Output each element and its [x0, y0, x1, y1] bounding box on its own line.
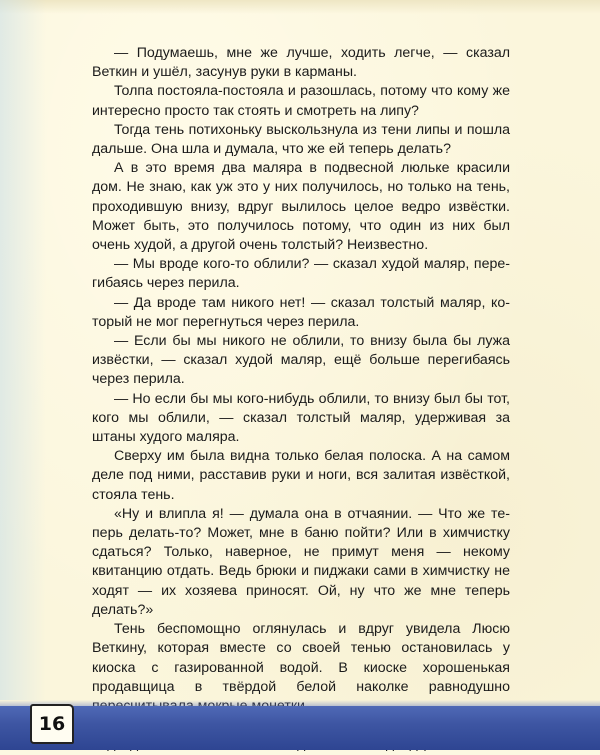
paragraph: Сверху им была видна только белая полоска. А на самом деле под ними, расставив руки и ноги, вся залитая извёсткой, стояла тень.: [92, 448, 510, 503]
page-top-edge: [0, 0, 600, 14]
paragraph: — Но если бы мы кого-нибудь облили, то внизу был бы тот, кого мы облили, — сказал толстый маляр, удерживая за штаны худого маляра.: [92, 390, 510, 446]
paragraph: — Подумаешь, мне же лучше, ходить легче, — сказал Веткин и ушёл, засунув руки в карманы.: [92, 45, 510, 81]
page-number: 16: [30, 704, 74, 744]
blue-watercolor-band: [0, 706, 600, 750]
paragraph: А в это время два маляра в подвесной люльке красили дом. Не знаю, как уж это у них получилось, но только на тень, проходившую внизу, вдруг вылилось целое ведро извёстки. Может быть, это получилось потому, что один из них был очень худой, а другой очень толстый? Неизвестно.: [92, 160, 510, 254]
paragraph: Тогда тень потихоньку выскользнула из тени липы и пошла дальше. Она шла и думала, что же ей теперь делать?: [92, 121, 510, 158]
story-text: [92, 44, 510, 755]
paragraph: Толпа постояла-постояла и разошлась, потому что кому же интересно просто так стоять и смотреть на липу?: [92, 83, 510, 119]
paragraph: «Ну и влипла я! — думала она в отчаянии. — Что же теперь делать-то? Может, мне в баню пойти? Или в химчистку сдаться? Только, наверное, не примут меня — некому квитанцию отдать. Ведь брюки и пиджаки сами в химчистку не ходят — их хозяева приносят. Ой, ну что же мне теперь делать?»: [92, 505, 510, 618]
paragraph: — Мы вроде кого-то облили? — сказал худой маляр, перегибаясь через перила.: [92, 256, 510, 292]
paragraph: Тень беспомощно оглянулась и вдруг увидела Люсю Веткину, которая вместе со своей тенью остановилась у киоска с газированной водой. В киоске хорошенькая продавщица в твёрдой белой наколке равнодушно: [92, 621, 510, 695]
paragraph: — Если бы мы никого не облили, то внизу была бы лужа извёстки, — сказал худой маляр, ещё больше перегибаясь через перила.: [92, 333, 510, 388]
paragraph: — Да вроде там никого нет! — сказал толстый маляр, который не мог перегнуться через перила.: [92, 294, 510, 330]
watercolor-wash-left: [0, 0, 46, 700]
